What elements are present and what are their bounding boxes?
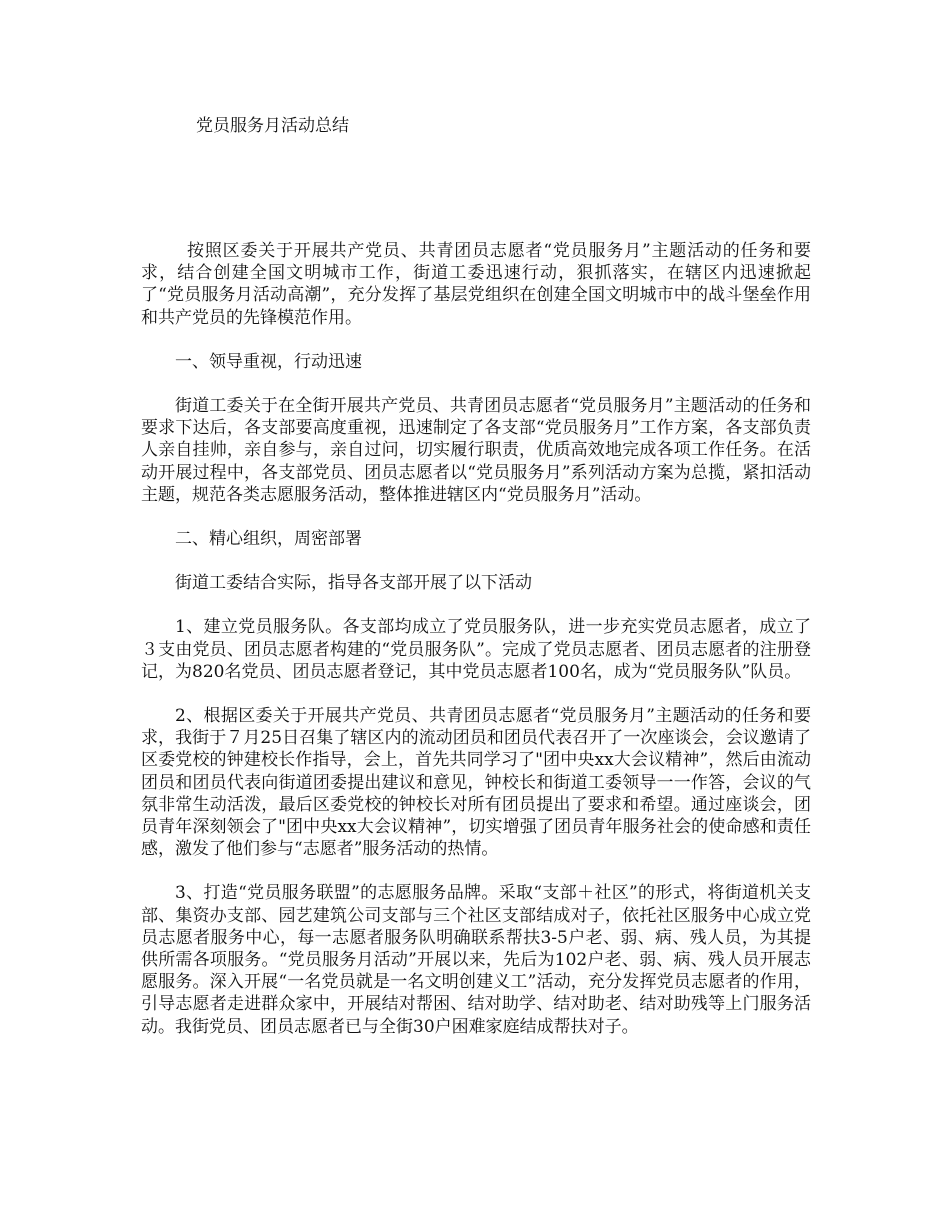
section-1-heading: 一、领导重视，行动迅速 xyxy=(175,351,362,372)
section-2-item-2: 2、根据区委关于开展共产党员、共青团员志愿者“党员服务月”主题活动的任务和要求，我街于７月25日召集了辖区内的流动团员和团员代表召开了一次座谈会，会议邀请了区委党校的钟建校长作指导，会上，首先共同学习了"团中央xx大会议精神”，然后由流动团员和团员代表向街道团委提出建议和意见，钟校长和街道工委领导一一作答，会议的气氛非常生动活泼，最后区委党校的钟校长对所有团员提出了要求和希望。通过座谈会，团员青年深刻领会了"团中央xx大会议精神”，切实增强了团员青年服务社会的使命感和责任感，激发了他们参与“志愿者”服务活动的热情。 xyxy=(141,706,811,860)
section-1-paragraph: 街道工委关于在全街开展共产党员、共青团员志愿者“党员服务月”主题活动的任务和要求下达后，各支部要高度重视，迅速制定了各支部“党员服务月”工作方案，各支部负责人亲自挂帅，亲自参与，亲自过问，切实履行职责，优质高效地完成各项工作任务。在活动开展过程中，各支部党员、团员志愿者以“党员服务月”系列活动方案为总揽，紧扣活动主题，规范各类志愿服务活动，整体推进辖区内“党员服务月”活动。 xyxy=(141,396,811,505)
section-2-item-1: 1、建立党员服务队。各支部均成立了党员服务队，进一步充实党员志愿者，成立了３支由党员、团员志愿者构建的“党员服务队”。完成了党员志愿者、团员志愿者的注册登记，为820名党员、团员志愿者登记，其中党员志愿者100名，成为“党员服务队”队员。 xyxy=(141,617,811,682)
document-title: 党员服务月活动总结 xyxy=(196,116,349,136)
section-2-heading: 二、精心组织，周密部署 xyxy=(175,529,362,550)
section-2-lead: 街道工委结合实际，指导各支部开展了以下活动 xyxy=(175,573,532,594)
section-2-item-3: 3、打造“党员服务联盟”的志愿服务品牌。采取“支部＋社区”的形式，将街道机关支部、集资办支部、园艺建筑公司支部与三个社区支部结成对子，依托社区服务中心成立党员志愿者服务中心，每一志愿者服务队明确联系帮扶3-5户老、弱、病、残人员，为其提供所需各项服务。“党员服务月活动”开展以来，先后为102户老、弱、病、残人员开展志愿服务。深入开展“一名党员就是一名文明创建义工”活动，充分发挥党员志愿者的作用，引导志愿者走进群众家中，开展结对帮困、结对助学、结对助老、结对助残等上门服务活动。我街党员、团员志愿者已与全街30户困难家庭结成帮扶对子。 xyxy=(141,883,811,1037)
document-body xyxy=(141,240,811,1060)
intro-paragraph: 按照区委关于开展共产党员、共青团员志愿者“党员服务月”主题活动的任务和要求，结合创建全国文明城市工作，街道工委迅速行动，狠抓落实，在辖区内迅速掀起了“党员服务月活动高潮”，充分发挥了基层党组织在创建全国文明城市中的战斗堡垒作用和共产党员的先锋模范作用。 xyxy=(141,241,811,328)
